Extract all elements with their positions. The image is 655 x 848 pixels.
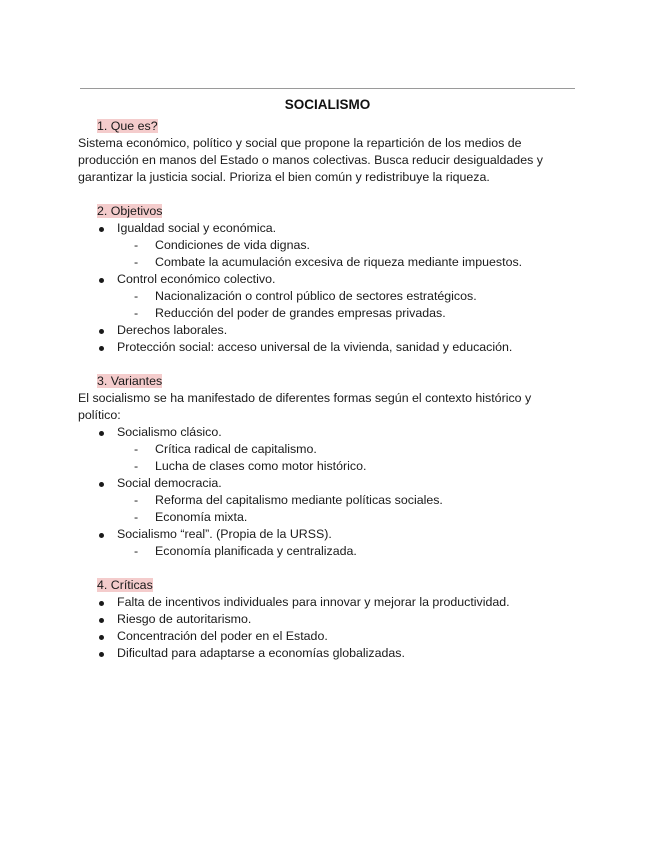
paragraph-line: producción en manos del Estado o manos colectivas. Busca reducir desigualdades y — [78, 153, 543, 167]
sub-item: - Economía planificada y centralizada. — [134, 544, 357, 558]
dash-icon: - — [134, 442, 139, 456]
horizontal-rule — [80, 88, 575, 89]
sub-item: - Lucha de clases como motor histórico. — [134, 459, 367, 473]
bullet-icon — [99, 431, 104, 436]
sub-item: - Nacionalización o control público de sectores estratégicos. — [134, 289, 477, 303]
bullet-item: Social democracia. — [78, 475, 568, 492]
bullet-item: Dificultad para adaptarse a economías globalizadas. — [78, 645, 568, 662]
bullet-item: Concentración del poder en el Estado. — [78, 628, 568, 645]
paragraph-line: garantizar la justicia social. Prioriza el bien común y redistribuye la riqueza. — [78, 170, 490, 184]
bullet-icon — [99, 601, 104, 606]
paragraph-line: Sistema económico, político y social que propone la repartición de los medios de — [78, 136, 522, 150]
bullet-icon — [99, 533, 104, 538]
bullet-icon — [99, 618, 104, 623]
bullet-icon — [99, 227, 104, 232]
dash-icon: - — [134, 238, 139, 252]
section-heading: 4. Críticas — [97, 578, 153, 592]
bullet-item: Igualdad social y económica. — [78, 220, 568, 237]
bullet-item: Protección social: acceso universal de la vivienda, sanidad y educación. — [78, 339, 568, 356]
bullet-icon — [99, 635, 104, 640]
bullet-item: Socialismo “real”. (Propia de la URSS). — [78, 526, 568, 543]
section-heading: 3. Variantes — [97, 374, 163, 388]
bullet-icon — [99, 329, 104, 334]
sub-item: - Reforma del capitalismo mediante políticas sociales. — [134, 493, 443, 507]
sub-item: - Crítica radical de capitalismo. — [134, 442, 317, 456]
bullet-icon — [99, 652, 104, 657]
bullet-icon — [99, 278, 104, 283]
bullet-icon — [99, 482, 104, 487]
bullet-item: Socialismo clásico. — [78, 424, 568, 441]
paragraph-line: político: — [78, 408, 121, 422]
sub-item: - Economía mixta. — [134, 510, 248, 524]
bullet-item: Falta de incentivos individuales para innovar y mejorar la productividad. — [78, 594, 568, 611]
dash-icon: - — [134, 289, 139, 303]
section-heading: 2. Objetivos — [97, 204, 163, 218]
document-body — [78, 118, 568, 662]
bullet-icon — [99, 346, 104, 351]
bullet-item: Derechos laborales. — [78, 322, 568, 339]
bullet-item: Control económico colectivo. — [78, 271, 568, 288]
dash-icon: - — [134, 493, 139, 507]
dash-icon: - — [134, 510, 139, 524]
dash-icon: - — [134, 459, 139, 473]
bullet-item: Riesgo de autoritarismo. — [78, 611, 568, 628]
section-heading: 1. Que es? — [97, 119, 158, 133]
sub-item: - Combate la acumulación excesiva de riqueza mediante impuestos. — [134, 255, 523, 269]
sub-item: - Condiciones de vida dignas. — [134, 238, 310, 252]
paragraph-line: El socialismo se ha manifestado de diferentes formas según el contexto histórico y — [78, 391, 532, 405]
sub-item: - Reducción del poder de grandes empresas privadas. — [134, 306, 446, 320]
dash-icon: - — [134, 544, 139, 558]
dash-icon: - — [134, 306, 139, 320]
document-title: SOCIALISMO — [284, 97, 371, 112]
dash-icon: - — [134, 255, 139, 269]
